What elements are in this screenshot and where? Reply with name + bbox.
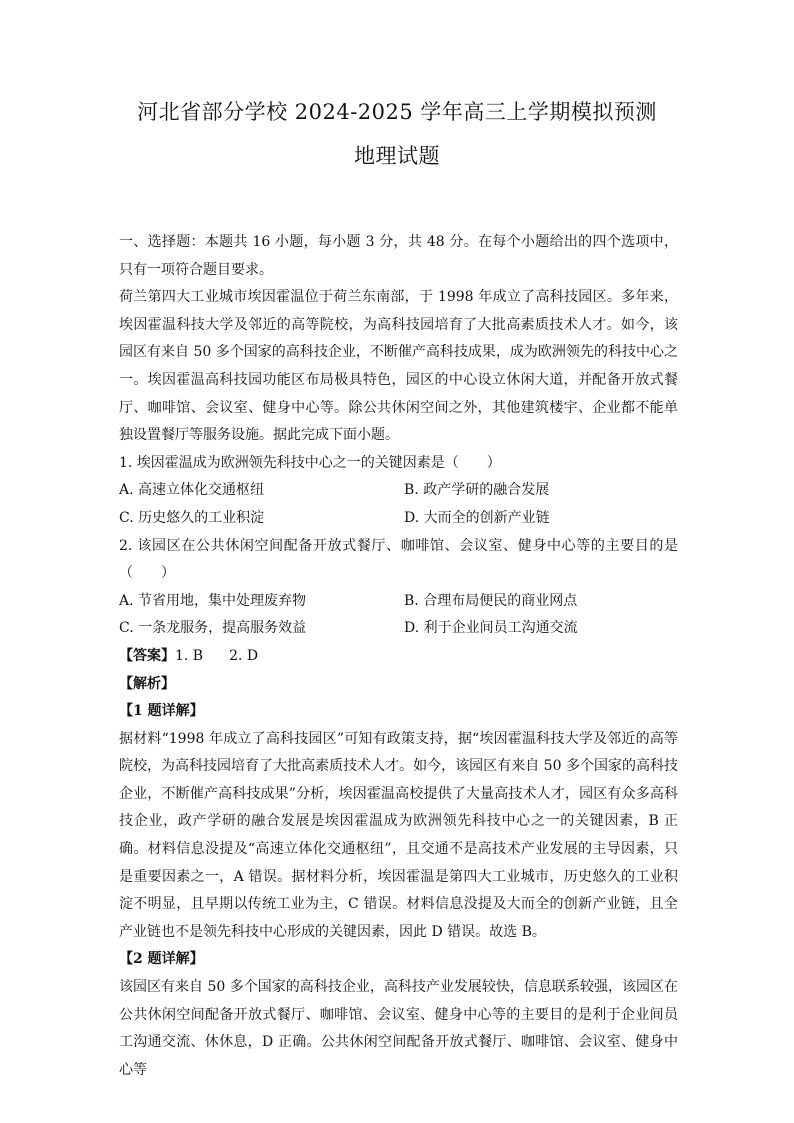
question-1-detail-text: 据材料“1998 年成立了高科技园区”可知有政策支持，据“埃因霍温科技大学及邻近的高等院校，为高科技园培育了大批高素质技术人才。如今，该园区有来自 50 多个国家的高科技企业，不断催产高科技成果”分析，埃因霍温高校提供了大量高技术人才，园区有众多高科技企业，政产学研的融合发展是埃因霍温成为欧洲领先科技中心之一的关键因素，B 正确。材料信息没提及“高速立体化交通枢纽”，且交通不是高技术产业发展的主导因素，只是重要因素之一，A 错误。据材料分析，埃因霍温是第四大工业城市，历史悠久的工业积淀不明显，且早期以传统工业为主，C 错误。材料信息没提及大而全的创新产业链，且全产业链也不是领先科技中心形成的关键因素，因此 D 错误。故选 B。: [119, 730, 678, 940]
answer-2: 2. D: [229, 647, 259, 664]
question-2-option-b: B. 合理布局便民的商业网点: [404, 592, 578, 609]
document-subtitle: 地理试题: [354, 144, 440, 168]
question-1-options-row-2: [119, 505, 678, 533]
question-2-options-row-1: [119, 588, 678, 616]
question-1-option-d: D. 大而全的创新产业链: [404, 509, 550, 526]
answer-1: 1. B: [175, 647, 204, 664]
question-2-options-row-2: [119, 615, 678, 643]
question-2-option-c: C. 一条龙服务，提高服务效益: [119, 620, 307, 637]
question-1-stem: 1. 埃因霍温成为欧洲领先科技中心之一的关键因素是（ ）: [119, 454, 501, 471]
material-paragraph: 荷兰第四大工业城市埃因霍温位于荷兰东南部，于 1998 年成立了高科技园区。多年来，埃因霍温科技大学及邻近的高等院校，为高科技园培育了大批高素质技术人才。如今，该园区有来自 50 多个国家的高科技企业，不断催产高科技成果，成为欧洲领先的科技中心之一。埃因霍温高科技园功能区布局极具特色，园区的中心设立休闲大道，并配备开放式餐厅、咖啡馆、会议室、健身中心等。除公共休闲空间之外，其他建筑楼宇、企业都不能单独设置餐厅等服务设施。据此完成下面小题。: [119, 289, 678, 444]
question-2-stem: 2. 该园区在公共休闲空间配备开放式餐厅、咖啡馆、会议室、健身中心等的主要目的是（ ）: [119, 537, 678, 582]
question-1-option-a: A. 高速立体化交通枢纽: [119, 482, 265, 499]
question-1-options-row-1: [119, 477, 678, 505]
document-body: [119, 229, 678, 1084]
question-1-detail-label: 【1 题详解】: [119, 703, 204, 720]
question-2-detail-label: 【2 题详解】: [119, 951, 204, 968]
question-1-option-b: B. 政产学研的融合发展: [404, 482, 550, 499]
question-2-detail-text: 该园区有来自 50 多个国家的高科技企业，高科技产业发展较快，信息联系较强，该园区在公共休闲空间配备开放式餐厅、咖啡馆、会议室、健身中心等的主要目的是利于企业间员工沟通交流、休休息，D 正确。公共休闲空间配备开放式餐厅、咖啡馆、会议室、健身中心等: [119, 979, 678, 1078]
question-2-option-a: A. 节省用地，集中处理废弃物: [119, 592, 307, 609]
question-2-option-d: D. 利于企业间员工沟通交流: [404, 620, 578, 637]
answer-label: 【答案】: [119, 647, 175, 664]
section-heading: 一、选择题：本题共 16 小题，每小题 3 分，共 48 分。在每个小题给出的四个选项中，只有一项符合题目要求。: [119, 234, 678, 278]
analysis-label: 【解析】: [119, 675, 175, 692]
question-1-option-c: C. 历史悠久的工业积淀: [119, 509, 265, 526]
document-title: 河北省部分学校 2024-2025 学年高三上学期模拟预测: [137, 100, 657, 124]
answer-line: [119, 643, 678, 671]
